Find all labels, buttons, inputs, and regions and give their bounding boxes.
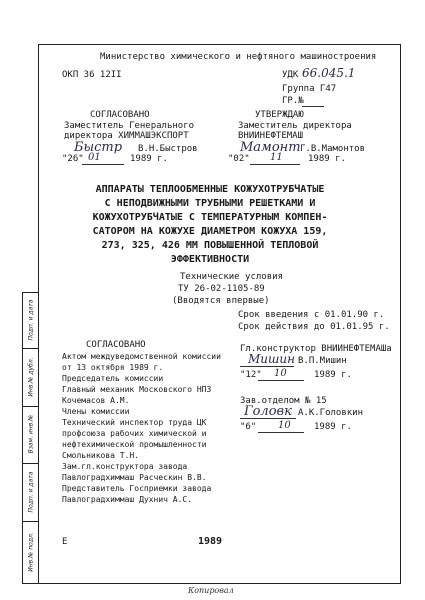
side-label-podp-data: Подп. и дата	[27, 471, 35, 513]
footer-letter: Е	[62, 537, 68, 547]
commission-line: Главный механик Московского НПЗ	[62, 385, 212, 394]
designer-role: Гл.конструктор ВНИИНЕФТЕМАШа	[240, 344, 392, 354]
commission-line: Кочемасов А.М.	[62, 396, 130, 405]
footer-copied: Копировал	[188, 586, 234, 595]
dept-head-date-year: 1989 г.	[314, 422, 352, 432]
designer-date-day: "12"	[240, 370, 262, 380]
gr-number: ГР.№	[282, 96, 304, 106]
approval-left-date-month: 01	[88, 152, 101, 163]
title-line: С НЕПОДВИЖНЫМИ ТРУБНЫМИ РЕШЕТКАМИ И	[104, 198, 316, 209]
approval-left-date-day: "26"	[62, 154, 84, 164]
group-code: Группа Г47	[282, 84, 337, 94]
approval-left-line1: Заместитель Генерального	[64, 121, 195, 131]
gr-number-line	[302, 106, 324, 107]
dept-head-date-month: 10	[278, 420, 291, 431]
commission-line: Члены комиссии	[62, 407, 130, 416]
title-line: САТОРОМ НА КОЖУХЕ ДИАМЕТРОМ КОЖУХА 159,	[92, 226, 328, 237]
commission-line: Представитель Госприемки завода	[62, 484, 212, 493]
approval-right-heading: УТВЕРЖДАЮ	[255, 110, 304, 120]
approval-right-date-year: 1989 г.	[308, 154, 346, 164]
commission-line: нефтехимической промышленности	[62, 440, 207, 449]
approval-left-date-year: 1989 г.	[130, 154, 168, 164]
dept-head-signer: А.К.Головкин	[298, 408, 364, 418]
side-label-inv-dubl: Инв.№ дубл.	[27, 357, 35, 397]
title-line: ЭФФЕКТИВНОСТИ	[170, 254, 250, 265]
designer-date-month: 10	[274, 368, 287, 379]
commission-line: Актом междуведомственной комиссии	[62, 352, 221, 361]
footer-year: 1989	[198, 536, 223, 547]
approval-right-signature: Мамонт	[240, 140, 301, 155]
approval-left-signature: Быстр	[74, 140, 123, 155]
udk-value: 66.045.1	[302, 66, 356, 80]
approval-left-signer: В.Н.Быстров	[138, 144, 198, 154]
dept-head-sign-line	[240, 418, 296, 419]
dept-head-date-line	[258, 432, 304, 433]
commission-line: Павлоградхиммаш Расческин В.В.	[62, 473, 207, 482]
approval-left-date-line	[82, 164, 124, 165]
approval-right-signer: Г.В.Мамонтов	[300, 144, 366, 154]
designer-date-line	[258, 380, 304, 381]
approval-right-line2: ВНИИНЕФТЕМАШ	[238, 131, 304, 141]
commission-heading: СОГЛАСОВАНО	[86, 340, 146, 350]
document-title	[60, 183, 360, 267]
approval-right-line1: Заместитель директора	[238, 121, 352, 131]
term-start: Срок введения с 01.01.90 г.	[238, 310, 385, 320]
side-label-inv-podl: Инв.№ подл.	[27, 532, 35, 572]
side-label-vzam-inv: Взам. инв.№	[27, 414, 35, 454]
ministry-name: Министерство химического и нефтяного машиностроения	[100, 52, 377, 62]
commission-line: от 13 октября 1989 г.	[62, 363, 164, 372]
okp-code: ОКП 36 12II	[62, 70, 122, 80]
term-end: Срок действия до 01.01.95 г.	[238, 322, 390, 332]
commission-line: профсоюза рабочих химической и	[62, 429, 207, 438]
approval-left-line2: директора ХИММАШЭКСПОРТ	[64, 131, 189, 141]
side-label-podp-data-2: Подп. и дата	[27, 299, 35, 341]
commission-line: Зам.гл.конструктора завода	[62, 462, 188, 471]
commission-line: Смольникова Т.Н.	[62, 451, 140, 460]
commission-line: Председатель комиссии	[62, 374, 164, 383]
page-frame-top	[38, 44, 400, 45]
title-line: 273, 325, 426 ММ ПОВЫШЕННОЙ ТЕПЛОВОЙ	[101, 240, 319, 251]
commission-line: Павлоградхиммаш Духнич А.С.	[62, 495, 193, 504]
spec-type: Технические условия	[180, 272, 283, 282]
designer-signature: Мишин	[248, 352, 296, 366]
designer-signer: В.П.Мишин	[298, 356, 347, 366]
designer-date-year: 1989 г.	[314, 370, 352, 380]
spec-number: ТУ 26-02-1105-89	[178, 284, 265, 294]
dept-head-signature: Головк	[244, 404, 292, 419]
dept-head-date-day: "6"	[240, 422, 257, 432]
approval-right-date-day: "02"	[228, 154, 250, 164]
approval-left-heading: СОГЛАСОВАНО	[90, 110, 150, 120]
spec-note: (Вводятся впервые)	[172, 296, 270, 306]
udk-label: УДК	[282, 70, 299, 80]
title-line: АППАРАТЫ ТЕПЛООБМЕННЫЕ КОЖУХОТРУБЧАТЫЕ	[95, 184, 325, 195]
page-frame-bottom	[22, 583, 400, 584]
dept-head-role: Зав.отделом № 15	[240, 396, 327, 406]
approval-right-date-line	[250, 164, 300, 165]
title-line: КОЖУХОТРУБЧАТЫЕ С ТЕМПЕРАТУРНЫМ КОМПЕН-	[92, 212, 328, 223]
page-frame-right	[400, 44, 401, 584]
approval-right-date-month: 11	[270, 152, 283, 163]
commission-line: Технический инспектор труда ЦК	[62, 418, 207, 427]
designer-sign-line	[240, 366, 294, 367]
side-stamp-strip	[22, 292, 39, 583]
